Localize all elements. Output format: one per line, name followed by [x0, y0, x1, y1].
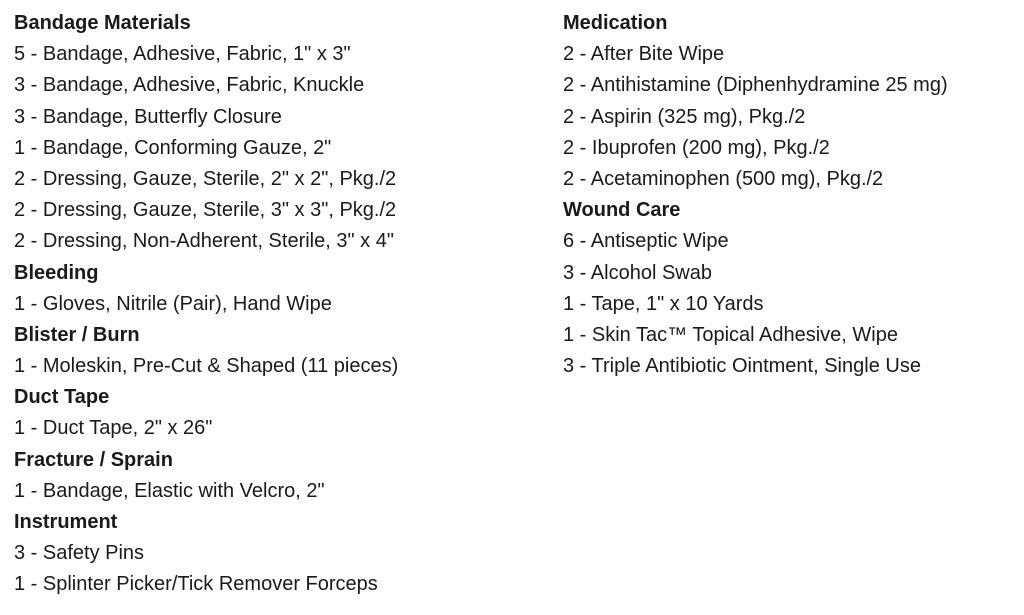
section-wound-care	[563, 195, 1013, 382]
list-item: 2 - After Bite Wipe	[563, 43, 725, 66]
list-item: 2 - Aspirin (325 mg), Pkg./2	[563, 105, 806, 128]
list-item: 2 - Dressing, Non-Adherent, Sterile, 3" x 4"	[14, 230, 394, 253]
left-column	[14, 8, 544, 601]
list-item: 3 - Bandage, Butterfly Closure	[14, 105, 282, 128]
section-duct-tape	[14, 382, 544, 444]
list-item: 3 - Bandage, Adhesive, Fabric, Knuckle	[14, 74, 365, 97]
section-heading: Instrument	[14, 511, 118, 533]
section-fracture-sprain	[14, 445, 544, 507]
list-item: 1 - Tape, 1" x 10 Yards	[563, 292, 764, 315]
section-bleeding	[14, 258, 544, 320]
list-item: 1 - Bandage, Elastic with Velcro, 2"	[14, 479, 325, 502]
list-item: 1 - Gloves, Nitrile (Pair), Hand Wipe	[14, 292, 332, 315]
section-heading: Bandage Materials	[14, 12, 191, 34]
section-heading: Wound Care	[563, 199, 681, 222]
section-heading: Medication	[563, 12, 668, 34]
list-item: 1 - Splinter Picker/Tick Remover Forceps	[14, 573, 378, 596]
section-heading: Fracture / Sprain	[14, 448, 173, 471]
list-item: 2 - Dressing, Gauze, Sterile, 2" x 2", Pkg./2	[14, 167, 397, 190]
list-item: 2 - Acetaminophen (500 mg), Pkg./2	[563, 167, 884, 190]
section-blister-burn	[14, 320, 544, 382]
list-item: 6 - Antiseptic Wipe	[563, 230, 729, 253]
list-item: 3 - Alcohol Swab	[563, 261, 712, 284]
list-item: 1 - Moleskin, Pre-Cut & Shaped (11 pieces)	[14, 355, 399, 378]
list-item: 1 - Bandage, Conforming Gauze, 2"	[14, 136, 332, 159]
section-heading: Blister / Burn	[14, 323, 140, 346]
section-heading: Duct Tape	[14, 386, 110, 409]
list-item: 1 - Skin Tac™ Topical Adhesive, Wipe	[563, 323, 898, 346]
section-bandage-materials	[14, 8, 544, 258]
list-item: 3 - Triple Antibiotic Ointment, Single Use	[563, 355, 921, 378]
list-item: 5 - Bandage, Adhesive, Fabric, 1" x 3"	[14, 43, 351, 66]
list-item: 3 - Safety Pins	[14, 542, 145, 565]
section-medication	[563, 8, 1013, 195]
list-item: 2 - Dressing, Gauze, Sterile, 3" x 3", Pkg./2	[14, 199, 397, 222]
list-item: 1 - Duct Tape, 2" x 26"	[14, 417, 213, 440]
list-item: 2 - Antihistamine (Diphenhydramine 25 mg)	[563, 74, 948, 97]
right-column	[563, 8, 1013, 382]
section-heading: Bleeding	[14, 261, 99, 284]
list-item: 2 - Ibuprofen (200 mg), Pkg./2	[563, 136, 830, 159]
section-instrument	[14, 507, 544, 601]
